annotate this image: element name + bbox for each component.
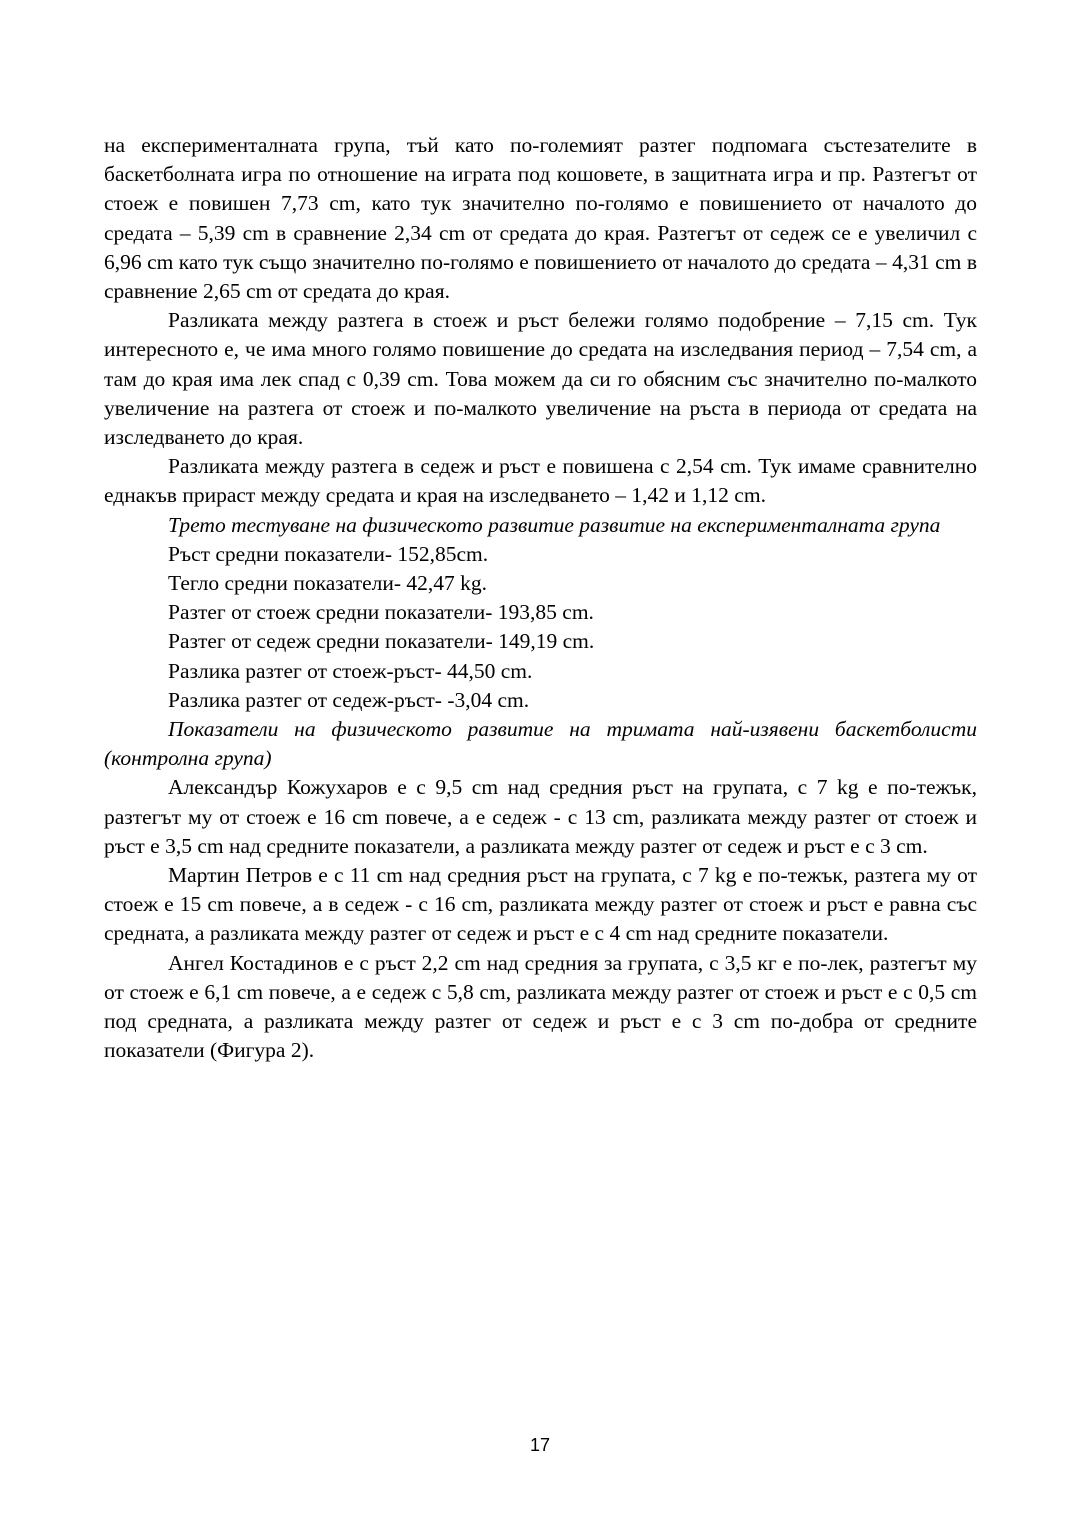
- indicator-sitting-diff: Разлика разтег от седеж-ръст- -3,04 cm.: [168, 687, 530, 712]
- page-number: 17: [529, 1435, 551, 1455]
- section-heading-third-test: Трето тестуване на физическото развитие развитие на експерименталната група: [168, 512, 941, 537]
- indicator-list: [104, 540, 977, 715]
- paragraph-player-kozhuharov: Александър Кожухаров е с 9,5 cm над средния ръст на групата, с 7 kg е по-тежък, разтегът му от стоеж е 16 cm повече, а е седеж - с 13 cm, разликата между разтег от стоеж и ръст е 3,5 cm над средните показатели, а разликата между разтег от седеж и ръст е с 3 cm.: [104, 775, 977, 858]
- section-heading-top-players: Показатели на физическото развитие на тримата най-изявени баскетболисти (контролна група): [104, 717, 977, 771]
- indicator-standing-reach: Разтег от стоеж средни показатели- 193,85 cm.: [168, 600, 594, 625]
- indicator-height: Ръст средни показатели- 152,85cm.: [168, 541, 489, 566]
- page-body: [104, 131, 977, 1066]
- indicator-sitting-reach: Разтег от седеж средни показатели- 149,19 cm.: [168, 629, 595, 654]
- indicator-standing-diff: Разлика разтег от стоеж-ръст- 44,50 cm.: [168, 658, 533, 683]
- paragraph-stand-reach-difference: Разликата между разтега в стоеж и ръст бележи голямо подобрение – 7,15 cm. Тук интересното е, че има много голямо повишение до средата на изследвания период – 7,54 cm, а там до края има лек спад с 0,39 cm. Това можем да си го обясним със значително по-малкото увеличение на разтега от стоеж и по-малкото увеличение на ръста в периода от средата на изследването до края.: [104, 308, 977, 450]
- indicator-weight: Тегло средни показатели- 42,47 kg.: [168, 571, 488, 596]
- paragraph-player-petrov: Мартин Петров е с 11 cm над средния ръст на групата, с 7 kg е по-тежък, разтега му от стоеж е 15 cm повече, а в седеж - с 16 cm, разликата между разтег от стоеж и ръст е равна със средната, а разликата между разтег от седеж и ръст е с 4 cm над средните показатели.: [104, 863, 977, 946]
- paragraph-sit-reach-difference: Разликата между разтега в седеж и ръст е повишена с 2,54 cm. Тук имаме сравнително еднакъв прираст между средата и края на изследването – 1,42 и 1,12 cm.: [104, 454, 977, 508]
- paragraph-player-kostadinov: Ангел Костадинов е с ръст 2,2 cm над средния за групата, с 3,5 кг е по-лек, разтегът му от стоеж е 6,1 cm повече, а е седеж с 5,8 cm, разликата между разтег от стоеж и ръст е с 0,5 cm под средната, а разликата между разтег от седеж и ръст е с 3 cm по-добра от средните показатели (Фигура 2).: [104, 950, 977, 1063]
- paragraph-continuation: на експерименталната група, тъй като по-големият разтег подпомага състезателите в баскетболната игра по отношение на играта под кошовете, в защитната игра и пр. Разтегът от стоеж е повишен 7,73 cm, като тук значително по-голямо е повишението от началото до средата – 5,39 cm в сравнение 2,34 cm от средата до края. Разтегът от седеж се е увеличил с 6,96 cm като тук също значително по-голямо е повишението от началото до средата – 4,31 cm в сравнение 2,65 cm от средата до края.: [104, 133, 977, 304]
